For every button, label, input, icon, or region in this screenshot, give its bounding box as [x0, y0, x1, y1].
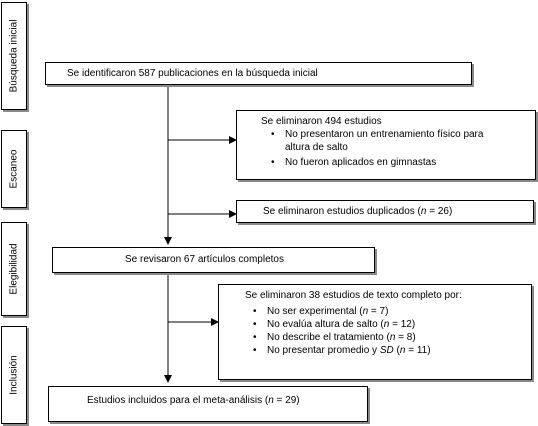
box-excluded-494: [236, 110, 536, 180]
bullet-icon: •: [253, 319, 257, 330]
box-included: [48, 386, 368, 422]
box-identified: [45, 62, 472, 85]
list-item: • No evalúa altura de salto (n = 12): [253, 319, 416, 330]
box-duplicates: [236, 200, 534, 223]
stage-label-text: Inclusión: [8, 355, 20, 395]
list-item: • No presentar promedio y SD (n = 11): [253, 345, 431, 356]
excluded-38-list: [253, 305, 431, 357]
box-excluded-38-title: Se eliminaron 38 estudios de texto completo por:: [245, 290, 462, 301]
box-reviewed: [52, 247, 375, 273]
bullet-icon: •: [253, 332, 257, 343]
box-duplicates-text: Se eliminaron estudios duplicados (n = 26): [263, 206, 453, 217]
box-excluded-38: [218, 284, 532, 380]
stage-label-text: Elegibilidad: [8, 243, 20, 295]
bullet-icon: •: [253, 345, 257, 356]
list-item: • No presentaron un entrenamiento físico para: [271, 129, 484, 140]
bullet-icon: •: [271, 157, 275, 168]
stage-label-text: Escaneo: [8, 149, 20, 189]
bullet-icon: •: [271, 129, 275, 140]
box-reviewed-text: Se revisaron 67 artículos completos: [125, 254, 284, 265]
bullet-icon: •: [253, 306, 257, 317]
list-item: altura de salto: [285, 142, 348, 153]
box-included-text: Estudios incluidos para el meta-análisis (n = 29): [87, 395, 300, 406]
list-item: • No ser experimental (n = 7): [253, 306, 389, 317]
box-excluded-494-title: Se eliminaron 494 estudios: [261, 116, 382, 127]
excluded-494-list: [271, 128, 483, 169]
list-item: • No fueron aplicados en gimnastas: [271, 157, 437, 168]
box-identified-text: Se identificaron 587 publicaciones en la búsqueda inicial: [67, 68, 318, 79]
stage-label-text: Búsqueda inicial: [8, 19, 20, 93]
list-item: • No describe el tratamiento (n = 8): [253, 332, 416, 343]
